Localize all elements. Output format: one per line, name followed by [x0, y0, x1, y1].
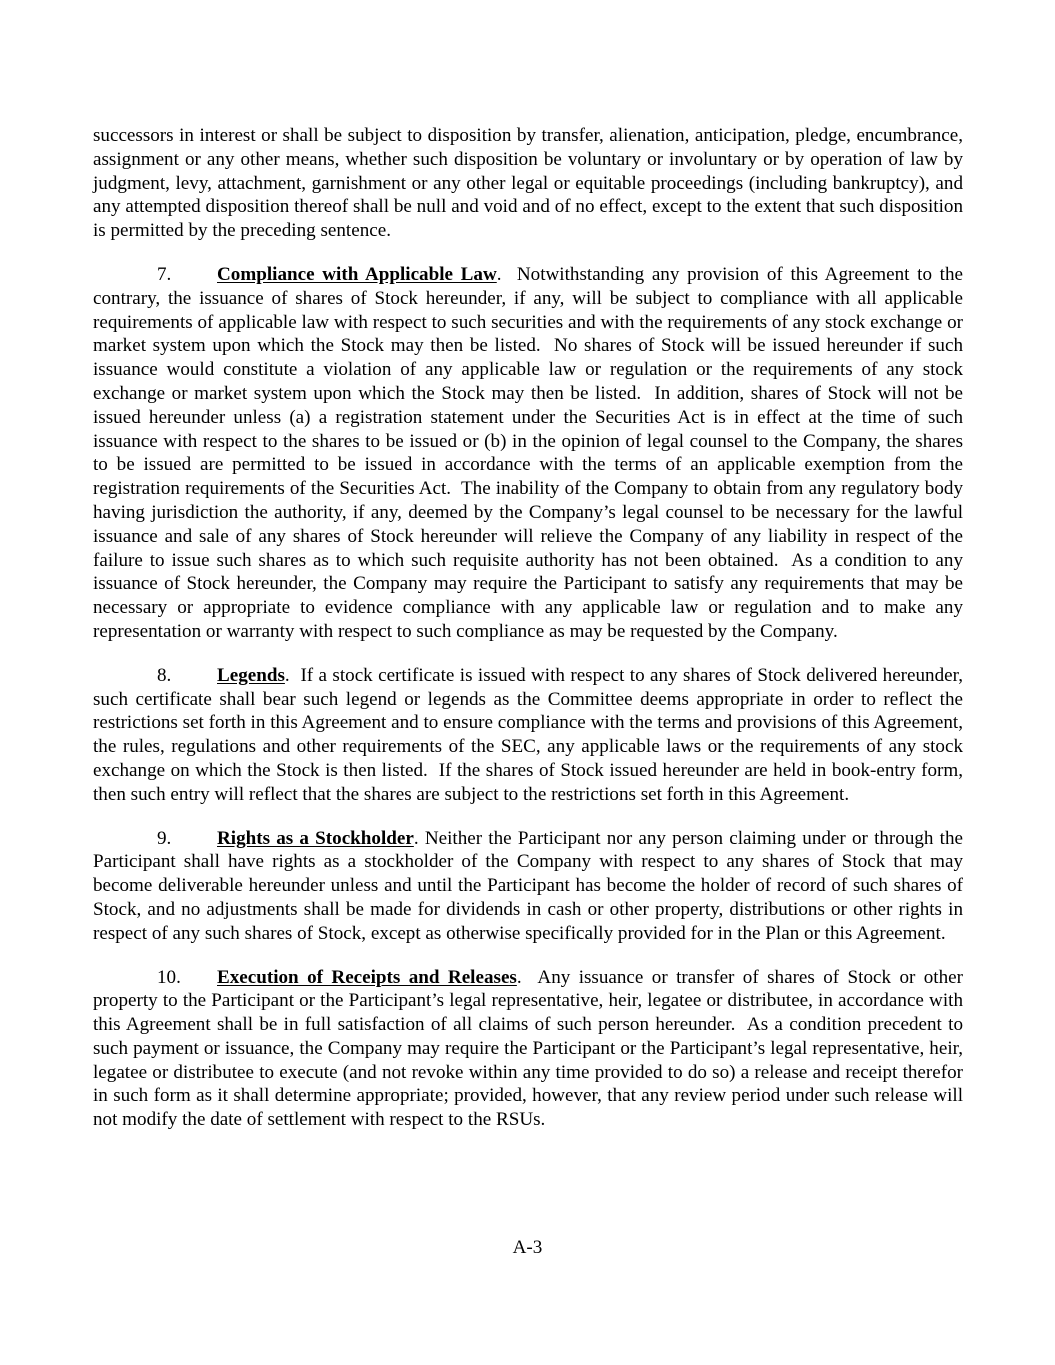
section-punct: .: [496, 263, 502, 285]
section-heading: Rights as a Stockholder: [217, 827, 414, 849]
section-8: [93, 664, 968, 807]
section-body: If a stock certificate is issued with respect to any shares of Stock delivered hereunder, such certificate shall bear such legend or legends as the Committee deems appropriate in order to reflect the restrictions set forth in this Agreement and to ensure compliance with the terms and provisions of this Agreement, the rules, regulations and other requirements of the SEC, any applicable laws or the requirements of any stock exchange on which the Stock is then listed. If the shares of Stock issued hereunder are held in book-entry form, then such entry will reflect that the shares are subject to the restrictions set forth in this Agreement.: [93, 664, 968, 805]
document-page: [93, 124, 968, 1152]
section-10: [93, 966, 968, 1133]
section-number: 8.: [157, 664, 172, 686]
section-number: 10.: [157, 966, 181, 988]
section-punct: .: [284, 664, 290, 686]
section-heading: Compliance with Applicable Law: [217, 263, 497, 285]
page-number: A-3: [512, 1237, 543, 1258]
section-7: [93, 263, 968, 644]
section-heading: Legends: [217, 664, 285, 686]
continuation-paragraph: successors in interest or shall be subject to disposition by transfer, alienation, anticipation, pledge, encumbrance, assignment or any other means, whether such disposition be voluntary or involuntary or by operation of law by judgment, levy, attachment, garnishment or any other legal or equitable proceedings (including bankruptcy), and any attempted disposition thereof shall be null and void and of no effect, except to the extent that such disposition is permitted by the preceding sentence.: [93, 125, 963, 242]
section-punct: .: [516, 966, 522, 988]
section-number: 9.: [157, 827, 172, 849]
section-body: Any issuance or transfer of shares of Stock or other property to the Participant or the Participant’s legal representative, heir, legatee or distributee, in accordance with this Agreement shall be in full satisfaction of all claims of such person hereunder. As a condition precedent to such payment or issuance, the Company may require the Participant or the Participant’s legal representative, heir, legatee or distributee to execute (and not revoke within any time provided to do so) a release and receipt therefor in such form as it shall determine appropriate; provided, however, that any review period under such release will not modify the date of settlement with respect to the RSUs.: [93, 966, 968, 1131]
section-9: [93, 827, 968, 946]
section-punct: .: [413, 827, 419, 849]
section-body: Notwithstanding any provision of this Agreement to the contrary, the issuance of shares of Stock hereunder, if any, will be subject to compliance with all applicable requirements of applicable law with respect to such securities and with the requirements of any stock exchange or market system upon which the Stock may then be listed. No shares of Stock will be issued hereunder if such issuance would constitute a violation of any applicable law or regulation or the requirements of any stock exchange or market system upon which the Stock may then be listed. In addition, shares of Stock will not be issued hereunder unless (a) a registration statement under the Securities Act is in effect at the time of such issuance with respect to the shares to be issued or (b) in the opinion of legal counsel to the Company, the shares to be issued are permitted to be issued in accordance with the terms of an applicable exemption from the registration requirements of the Securities Act. The inability of the Company to obtain from any regulatory body having jurisdiction the authority, if any, deemed by the Company’s legal counsel to be necessary for the lawful issuance and sale of any shares of Stock hereunder will relieve the Company of any liability in respect of the failure to issue such shares as to which such requisite authority has not been obtained. As a condition to any issuance of Stock hereunder, the Company may require the Participant to satisfy any requirements that may be necessary or appropriate to evidence compliance with any applicable law or regulation and to make any representation or warranty with respect to such compliance as may be requested by the Company.: [93, 263, 968, 642]
section-heading: Execution of Receipts and Releases: [217, 966, 517, 988]
section-body: Neither the Participant nor any person claiming under or through the Participant shall have rights as a stockholder of the Company with respect to any shares of Stock that may become deliverable hereunder unless and until the Participant has become the holder of record of such shares of Stock, and no adjustments shall be made for dividends in cash or other property, distributions or other rights in respect of any such shares of Stock, except as otherwise specifically provided for in the Plan or this Agreement.: [93, 827, 968, 944]
section-number: 7.: [157, 263, 172, 285]
